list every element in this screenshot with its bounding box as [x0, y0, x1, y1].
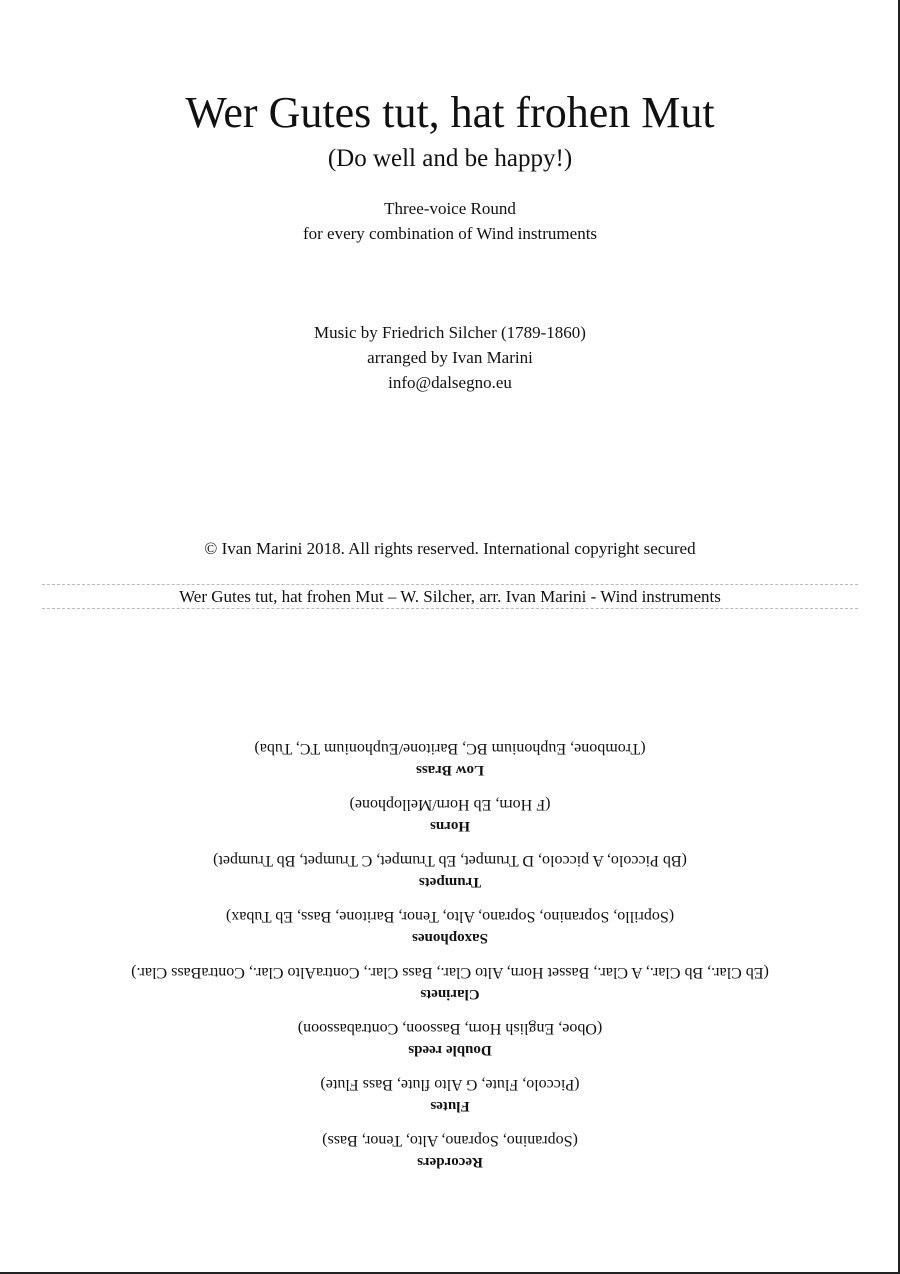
- footer-divider-top: [42, 584, 858, 585]
- instrument-group-list: (Trombone, Euphonium BC, Baritone/Euphonium TC, Tuba): [254, 740, 646, 757]
- running-footer: Wer Gutes tut, hat frohen Mut – W. Silcher, arr. Ivan Marini - Wind instruments: [179, 587, 721, 606]
- instrument-group-list: (Bb Piccolo, A piccolo, D Trumpet, Eb Trumpet, C Trumpet, Bb Trumpet): [213, 852, 687, 869]
- instrument-group-list: (Oboe, English Horn, Bassoon, Contrabassoon): [297, 1020, 603, 1037]
- instrument-group-name: Clarinets: [420, 986, 480, 1002]
- instrument-group-name: Horns: [430, 818, 471, 834]
- instrument-group-list: (Piccolo, Flute, G Alto flute, Bass Flute): [320, 1076, 580, 1093]
- instrument-group-name: Flutes: [430, 1098, 470, 1114]
- instruments-list-upside-down: [0, 733, 900, 1173]
- arranger-credit: arranged by Ivan Marini: [367, 348, 533, 367]
- instrument-group-name: Double reeds: [408, 1042, 492, 1058]
- instrument-group-name: Trumpets: [418, 874, 482, 890]
- footer-divider-bottom: [42, 608, 858, 609]
- instrument-group-list: (Sopranino, Soprano, Alto, Tenor, Bass): [322, 1132, 578, 1149]
- instrument-group-name: Recorders: [417, 1154, 483, 1170]
- description-line-1: Three-voice Round: [384, 199, 516, 218]
- composer-credit: Music by Friedrich Silcher (1789-1860): [314, 323, 586, 342]
- copyright-notice: © Ivan Marini 2018. All rights reserved. International copyright secured: [204, 539, 696, 558]
- instrument-group-list: (F Horn, Eb Horn/Mellophone): [349, 796, 551, 813]
- instrument-group-name: Saxophones: [412, 930, 488, 946]
- instrument-group-list: (Eb Clar., Bb Clar., A Clar., Basset Horn, Alto Clar., Bass Clar., ContraAlto Clar., ContraBass Clar.): [131, 964, 769, 981]
- page-subtitle: (Do well and be happy!): [327, 145, 573, 172]
- instrument-group-name: Low Brass: [416, 762, 484, 778]
- instrument-group-list: (Soprillo, Sopranino, Soprano, Alto, Tenor, Baritone, Bass, Eb Tubax): [225, 908, 675, 925]
- description-line-2: for every combination of Wind instruments: [302, 224, 598, 243]
- contact-email: info@dalsegno.eu: [388, 373, 512, 392]
- page-title: Wer Gutes tut, hat frohen Mut: [185, 88, 715, 137]
